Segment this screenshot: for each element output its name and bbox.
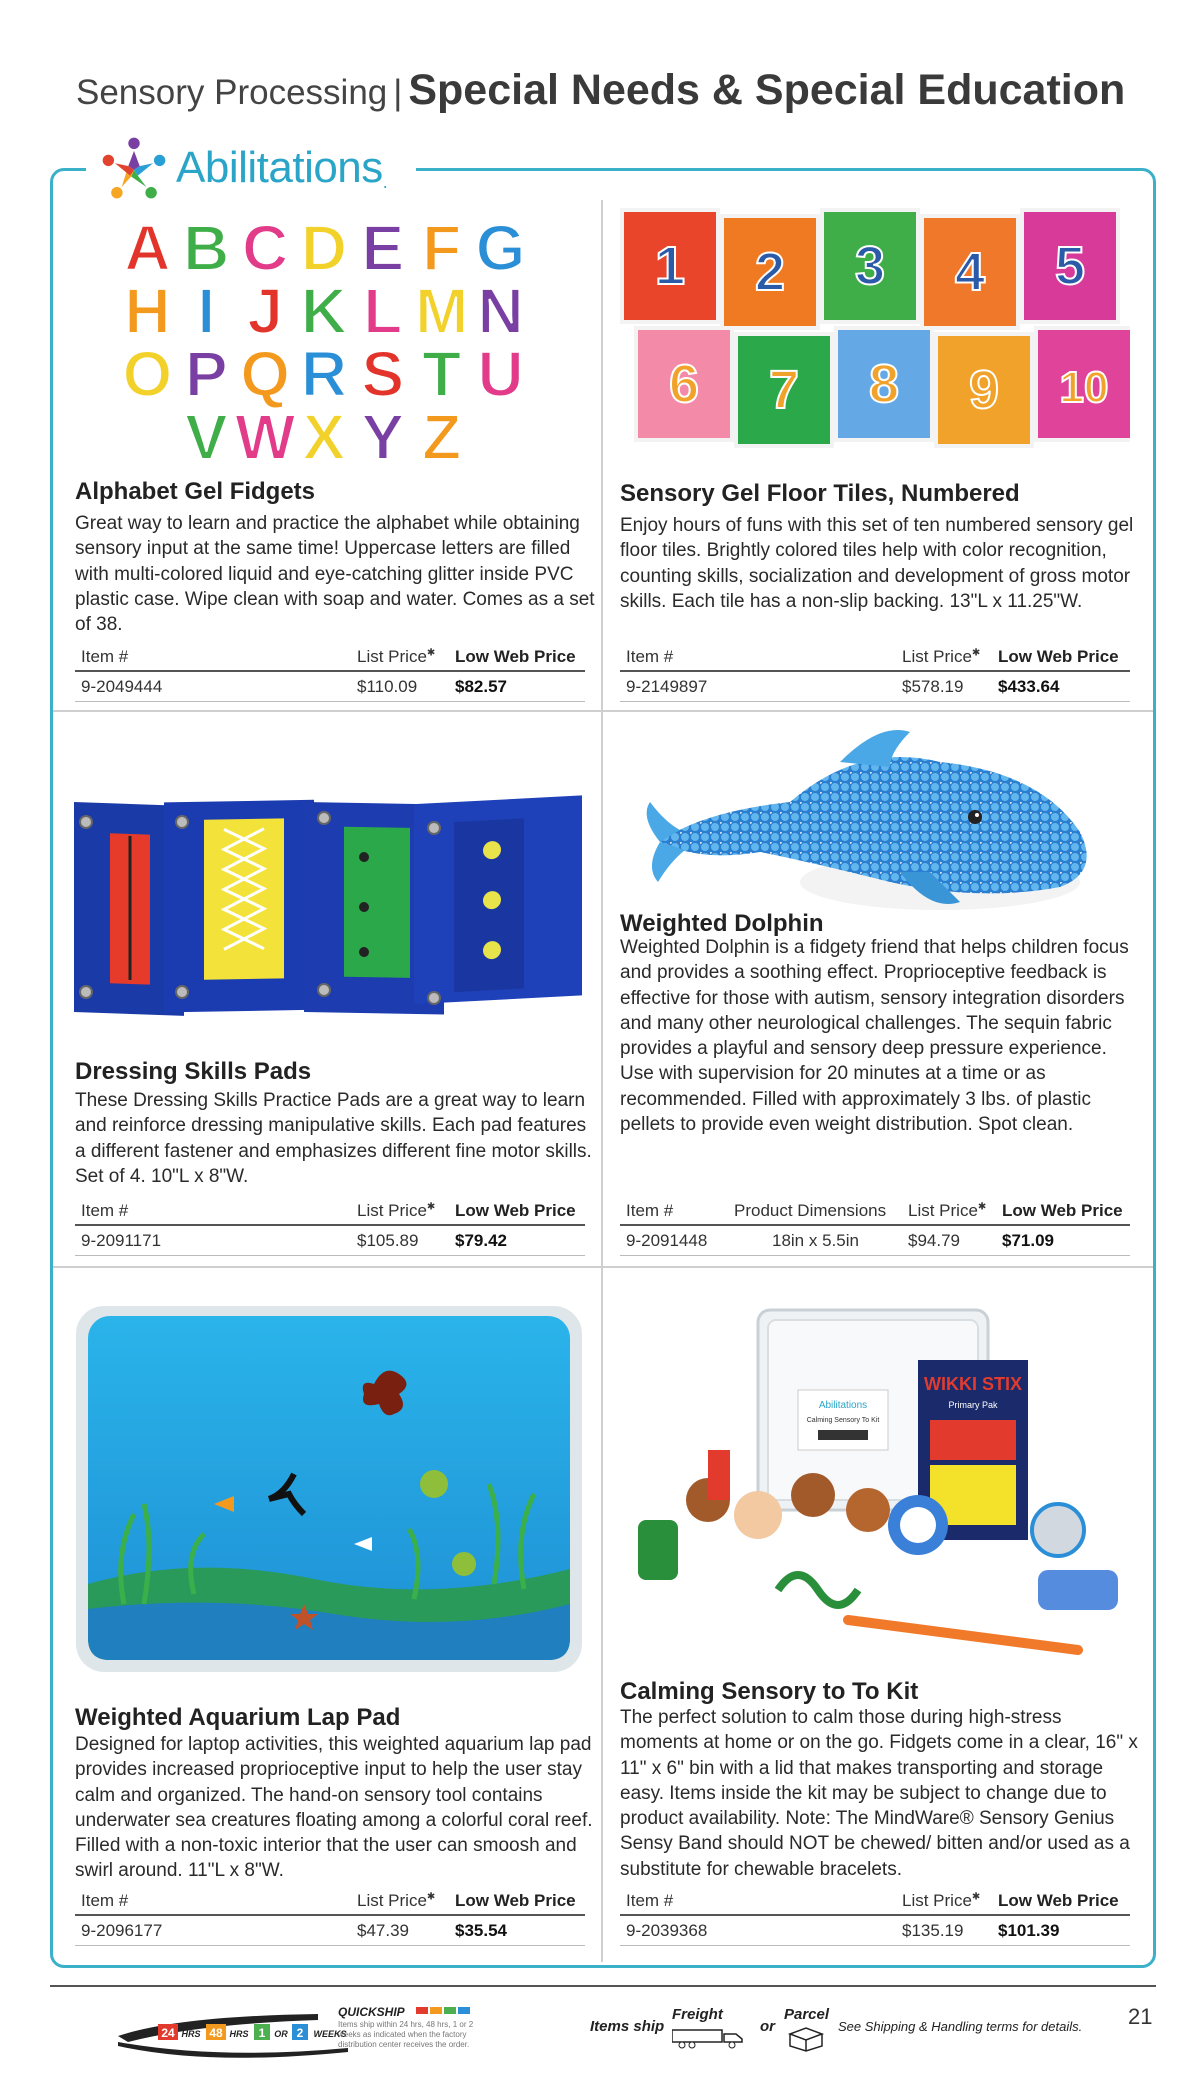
dolphin-graphic: [640, 722, 1110, 918]
price-table: [75, 1886, 585, 1946]
product-description: These Dressing Skills Practice Pads are a great way to learn and reinforce dressing manipulative skills. Each pad features a different fastener and emphasizes different fine motor skills. Set of 4. 10"L x 8"W.: [75, 1090, 592, 1187]
item-number: 9-2039368: [626, 1921, 708, 1940]
low-web-price-header: Low Web Price: [455, 1891, 576, 1910]
list-price-note-mark: ✱: [971, 647, 981, 659]
list-price: $47.39: [357, 1921, 409, 1940]
item-header: Item #: [626, 647, 674, 666]
item-header: Item #: [626, 1891, 674, 1910]
freight-label: Freight: [672, 2006, 723, 2023]
gel-tile: [836, 328, 932, 440]
kit-box-brand: Abilitations: [818, 1400, 868, 1411]
tile-number: 9: [968, 360, 1000, 420]
gel-letter: W: [234, 401, 296, 473]
quickship-legend: [118, 2002, 498, 2062]
item-header: Item #: [81, 1891, 129, 1910]
product-title: Alphabet Gel Fidgets: [75, 478, 316, 505]
item-header: Item #: [81, 1201, 129, 1220]
freight-truck-icon: [672, 2026, 752, 2050]
tile-number: 6: [668, 354, 700, 414]
gel-letter: K: [300, 275, 348, 347]
alphabet-letters-graphic: [118, 212, 530, 474]
product-title: Weighted Aquarium Lap Pad: [75, 1704, 401, 1731]
list-price-note-mark: ✱: [426, 647, 436, 659]
tile-number: 10: [1059, 363, 1109, 412]
price-table-row: [75, 672, 585, 702]
brand-mark: .: [382, 172, 388, 192]
price-table-header: [75, 1196, 585, 1226]
item-header: Item #: [81, 647, 129, 666]
tile-number: 8: [868, 354, 900, 414]
list-price: $135.19: [902, 1921, 964, 1940]
list-price-note-mark: ✱: [977, 1201, 987, 1213]
tile-number: 2: [754, 242, 786, 302]
price-table: [620, 1886, 1130, 1946]
gel-letter: G: [475, 212, 526, 284]
gel-letter: Q: [240, 338, 291, 410]
price-table-header: [75, 642, 585, 672]
price-table-header: [620, 642, 1130, 672]
list-price-header: List Price✱: [357, 1891, 436, 1910]
gel-letter: C: [242, 212, 289, 284]
badge-48-unit: HRS: [229, 2029, 249, 2039]
list-price-header: List Price✱: [357, 647, 436, 666]
low-web-price-header: Low Web Price: [1002, 1201, 1123, 1220]
low-web-price-header: Low Web Price: [455, 1201, 576, 1220]
gel-letter: S: [361, 338, 405, 410]
gel-letter: I: [197, 275, 216, 347]
badge-weeks: WEEKS: [313, 2029, 347, 2039]
section-label: Sensory Processing: [76, 73, 388, 112]
gel-letter: Y: [361, 401, 405, 473]
calming-kit-image: [618, 1300, 1130, 1660]
item-number: 9-2049444: [81, 677, 163, 696]
gel-letter: R: [300, 338, 348, 410]
tile-number: 1: [654, 236, 686, 296]
numbered-tiles-graphic: [618, 204, 1130, 460]
wikki-stix-title: WIKKI STIX: [924, 1374, 1022, 1394]
badge-48: 48: [209, 2026, 223, 2040]
price-table: [75, 1196, 585, 1256]
gel-tile: [736, 334, 832, 446]
weighted-dolphin-image: [640, 722, 1110, 918]
gel-letter: F: [422, 212, 462, 284]
calming-kit-graphic: [618, 1300, 1130, 1660]
product-description: Designed for laptop activities, this weighted aquarium lap pad provides increased proprioceptive input to help the user stay calm and organized. The hand-on sensory tool contains underwater sea creatures floating among a colorful coral reef. Filled with a non-toxic interior that the user can smoosh and swirl around. 11"L x 8"W.: [75, 1734, 593, 1882]
brand-logo: [86, 128, 416, 208]
item-number: 9-2091171: [81, 1231, 162, 1250]
quickship-note: Items ship within 24 hrs, 48 hrs, 1 or 2 weeks as indicated when the factory distribution center receives the order.: [338, 2020, 474, 2049]
gel-letter: E: [361, 212, 405, 284]
page-title: Special Needs & Special Education: [408, 66, 1126, 114]
web-price: $35.54: [455, 1921, 507, 1940]
price-table-header: [75, 1886, 585, 1916]
price-table-header: [620, 1196, 1130, 1226]
gel-letter: H: [124, 275, 171, 347]
row-divider: [53, 710, 1153, 712]
product-title: Weighted Dolphin: [620, 910, 824, 937]
gel-letter: M: [415, 275, 469, 347]
product-dimensions: 18in x 5.5in: [772, 1231, 859, 1250]
product-description: Enjoy hours of funs with this set of ten numbered sensory gel floor tiles. Brightly colored tiles help with color recognition, counting skills, socialization and development of gross motor skills. Each tile has a non-slip backing. 13"L x 11.25"W.: [620, 515, 1134, 612]
list-price-header: List Price✱: [902, 647, 981, 666]
web-price: $71.09: [1002, 1231, 1054, 1250]
tile-number: 4: [954, 242, 986, 302]
product-description: Great way to learn and practice the alphabet while obtaining sensory input at the same time! Uppercase letters are filled with multi-colored liquid and eye-catching glitter inside PVC plastic case. Wipe clean with soap and water. Comes as a set of 38.: [75, 513, 595, 636]
kit-box-label: Calming Sensory To Kit: [806, 1417, 880, 1424]
gel-letter: J: [247, 275, 283, 347]
web-price: $79.42: [455, 1231, 507, 1250]
price-table-row: [620, 1226, 1130, 1256]
gel-tile: [922, 216, 1018, 328]
list-price-note-mark: ✱: [971, 1891, 981, 1903]
alphabet-gel-fidgets-image: [118, 212, 530, 474]
gel-letter: A: [124, 212, 171, 284]
shipping-terms: See Shipping & Handling terms for details.: [838, 2019, 1083, 2034]
aquarium-lap-pad-image: [74, 1304, 584, 1674]
product-title: Calming Sensory to To Kit: [620, 1678, 919, 1705]
gel-letter: P: [184, 338, 228, 410]
item-header: Item #: [626, 1201, 674, 1220]
abilitations-logo-icon: [96, 130, 172, 206]
kit-box-barcode: [818, 1430, 868, 1440]
list-price-header: List Price✱: [908, 1201, 987, 1220]
price-table-row: [75, 1226, 585, 1256]
page-header: [76, 66, 1156, 126]
gel-letter: X: [302, 401, 346, 473]
gel-tile: [822, 210, 918, 322]
low-web-price-header: Low Web Price: [455, 647, 576, 666]
gel-letter: U: [477, 338, 524, 410]
item-number: 9-2096177: [81, 1921, 163, 1940]
gel-letter: O: [122, 338, 173, 410]
badge-1: 1: [258, 2026, 266, 2040]
badge-24-unit: HRS: [181, 2029, 201, 2039]
gel-tile: [622, 210, 718, 322]
parcel-box-icon: [786, 2026, 826, 2052]
product-description: Weighted Dolphin is a fidgety friend that helps children focus and provides a soothing effect. Proprioceptive feedback is effective for those with autism, sensory integration disorders and many other neurological challenges. The sequin fabric provides a playful and sensory deep pressure experience. Use with supervision for 20 minutes at a time or as recommended. Filled with approximately 3 lbs. of plastic pellets to provide even weight distribution. Spot clean.: [620, 937, 1129, 1136]
shipping-legend: [590, 2006, 1090, 2056]
tile-number: 5: [1054, 236, 1086, 296]
parcel-label: Parcel: [784, 2006, 830, 2023]
brand-name: Abilitations: [176, 143, 383, 192]
list-price-header: List Price✱: [357, 1201, 436, 1220]
price-table-row: [75, 1916, 585, 1946]
dressing-skills-pads-image: [74, 762, 584, 1024]
gel-tile: [722, 216, 818, 328]
price-table-row: [620, 1916, 1130, 1946]
tile-number: 3: [854, 236, 886, 296]
price-table-header: [620, 1886, 1130, 1916]
low-web-price-header: Low Web Price: [998, 647, 1119, 666]
gel-letter: Z: [422, 401, 462, 473]
list-price: $94.79: [908, 1231, 960, 1250]
badge-or: OR: [274, 2029, 288, 2039]
item-number: 9-2149897: [626, 677, 708, 696]
footer-divider: [50, 1985, 1156, 1987]
web-price: $433.64: [998, 677, 1060, 696]
gel-tile: [1022, 210, 1118, 322]
list-price: $105.89: [357, 1231, 419, 1250]
gel-tile: [936, 334, 1032, 446]
list-price-header: List Price✱: [902, 1891, 981, 1910]
gel-floor-tiles-image: [618, 204, 1130, 460]
quickship-title: QUICKSHIP: [338, 2005, 405, 2019]
gel-letter: V: [184, 401, 228, 473]
items-ship-label: Items ship: [590, 2018, 665, 2035]
badge-24: 24: [161, 2026, 175, 2040]
price-table: [620, 642, 1130, 702]
web-price: $101.39: [998, 1921, 1060, 1940]
tile-number: 7: [768, 360, 800, 420]
aquarium-graphic: [74, 1304, 584, 1674]
product-title: Dressing Skills Pads: [75, 1058, 312, 1085]
list-price: $578.19: [902, 677, 964, 696]
gel-tile: [1036, 328, 1130, 440]
gel-letter: L: [363, 275, 403, 347]
list-price-note-mark: ✱: [426, 1201, 436, 1213]
page-number: 21: [1128, 2004, 1153, 2029]
column-divider: [601, 200, 603, 1962]
price-table: [75, 642, 585, 702]
gel-letter: B: [183, 212, 230, 284]
list-price: $110.09: [357, 677, 418, 696]
price-table: [620, 1196, 1130, 1256]
product-title: Sensory Gel Floor Tiles, Numbered: [620, 480, 1020, 507]
product-description: The perfect solution to calm those during high-stress moments at home or on the go. Fidgets come in a clear, 16" x 11" x 6" bin with a lid that makes transporting and storage easy. Items inside the kit may be subject to change due to product availability. Note: The MindWare® Sensory Genius Sensy Band should NOT be chewed/ bitten and/or used as a substitute for chewable bracelets.: [620, 1707, 1138, 1880]
gel-letter: D: [300, 212, 348, 284]
dressing-pads-graphic: [74, 762, 584, 1024]
row-divider: [53, 1266, 1153, 1268]
web-price: $82.57: [455, 677, 507, 696]
list-price-note-mark: ✱: [426, 1891, 436, 1903]
wikki-stix-subtitle: Primary Pak: [948, 1400, 998, 1410]
low-web-price-header: Low Web Price: [998, 1891, 1119, 1910]
badge-2: 2: [296, 2026, 304, 2040]
item-number: 9-2091448: [626, 1231, 708, 1250]
or-label: or: [760, 2018, 775, 2035]
gel-tile: [636, 328, 732, 440]
gel-letter: N: [477, 275, 524, 347]
gel-letter: T: [422, 338, 462, 410]
dimensions-header: Product Dimensions: [734, 1201, 887, 1220]
price-table-row: [620, 672, 1130, 702]
header-separator: |: [393, 73, 403, 112]
